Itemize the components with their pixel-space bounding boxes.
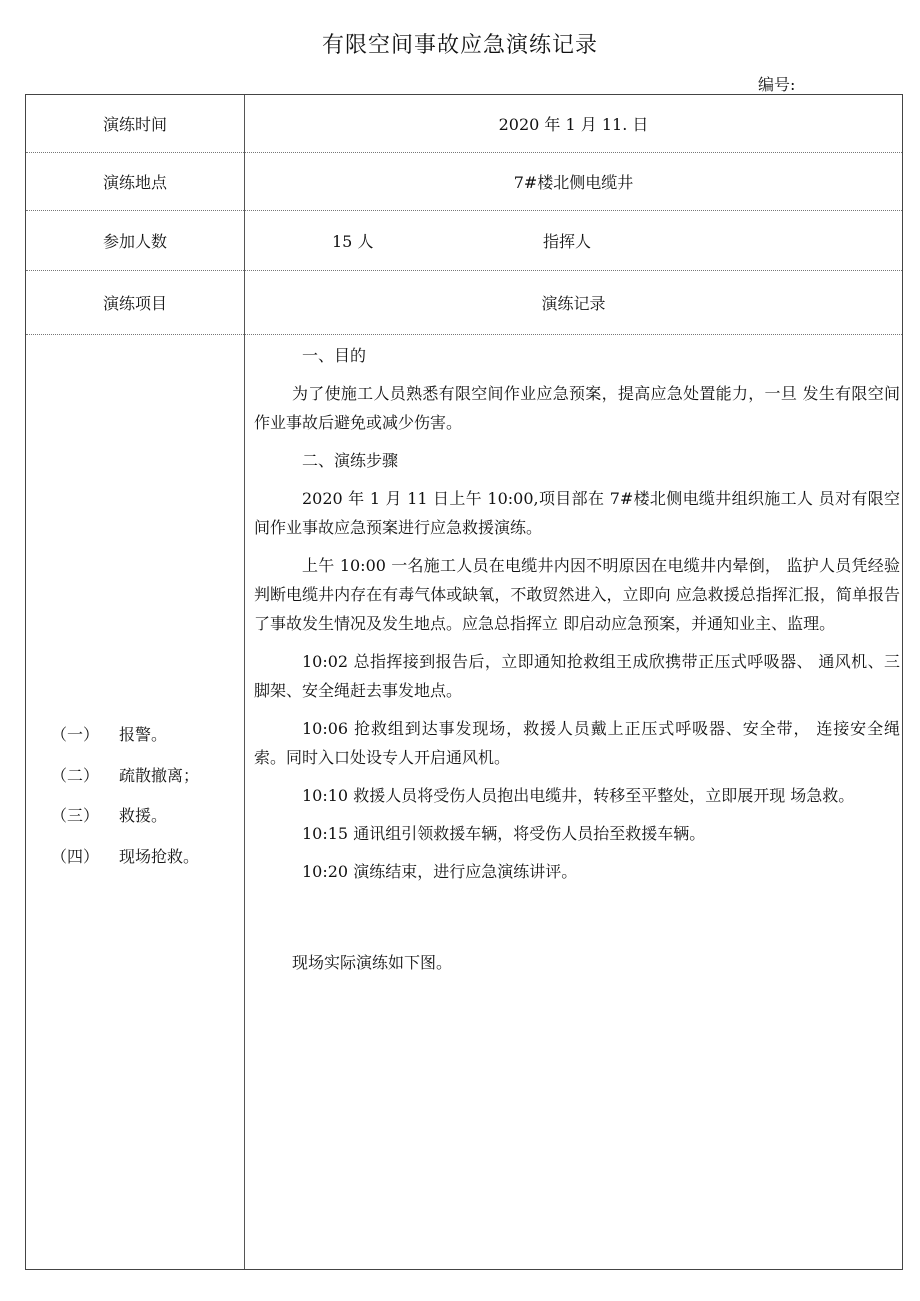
record-paragraph: 10:02 总指挥接到报告后，立即通知抢救组王成欣携带正压式呼吸器、 通风机、三脚架、安全绳赶去事发地点。 (254, 652, 900, 700)
row-divider (26, 334, 902, 335)
record-paragraph: 10:20 演练结束，进行应急演练讲评。 (302, 862, 578, 881)
drill-record-body (254, 341, 900, 977)
record-paragraph: 2020 年 1 月 11 日上午 10:00,项目部在 7#楼北侧电缆井组织施工人 员对有限空间作业事故应急预案进行应急救援演练。 (254, 489, 900, 537)
step-text: 救援。 (119, 806, 168, 825)
participants-label: 参加人数 (102, 232, 167, 251)
record-paragraph: 10:06 抢救组到达事发现场，救援人员戴上正压式呼吸器、安全带， 连接安全绳索。同时入口处设专人开启通风机。 (254, 719, 900, 767)
purpose-paragraph: 为了使施工人员熟悉有限空间作业应急预案，提高应急处置能力，一旦 发生有限空间作业事故后避免或减少伤害。 (254, 384, 900, 432)
step-text: 报警。 (119, 725, 168, 744)
drill-record-table (25, 94, 903, 1270)
step-number: （四） (51, 846, 100, 866)
participants-row (26, 211, 902, 270)
step-item (51, 796, 199, 837)
drill-time-value: 2020 年 1 月 11. 日 (498, 115, 649, 134)
drill-project-label: 演练项目 (102, 294, 167, 313)
record-paragraph: 10:10 救援人员将受伤人员抱出电缆井，转移至平整处，立即展开现 场急救。 (302, 786, 855, 805)
drill-project-value: 演练记录 (541, 294, 606, 313)
step-number: （三） (51, 806, 100, 825)
record-paragraph: 10:15 通讯组引领救援车辆，将受伤人员抬至救援车辆。 (302, 824, 706, 843)
section-heading-steps: 二、演练步骤 (302, 451, 399, 470)
step-number: （二） (51, 765, 100, 785)
drill-steps-list (51, 715, 199, 877)
participants-count: 15 人 (332, 232, 374, 251)
photo-note: 现场实际演练如下图。 (292, 953, 453, 972)
step-item (51, 837, 199, 878)
document-title: 有限空间事故应急演练记录 (321, 33, 598, 58)
step-item (51, 756, 199, 797)
drill-location-label: 演练地点 (102, 173, 167, 192)
section-heading-purpose: 一、目的 (302, 346, 367, 365)
commander-label: 指挥人 (543, 232, 592, 251)
step-text: 现场抢救。 (119, 846, 200, 866)
drill-location-value: 7#楼北侧电缆井 (513, 173, 634, 192)
record-paragraph: 上午 10:00 一名施工人员在电缆井内因不明原因在电缆井内晕倒， 监护人员凭经验判断电缆井内存在有毒气体或缺氧，不敢贸然进入，立即向 应急救援总指挥汇报，简单报告了事故发生情况及发生地点。应急总指挥立 即启动应急预案，并通知业主、监理。 (254, 556, 900, 633)
step-text: 疏散撤离； (119, 765, 200, 785)
step-number: （一） (51, 725, 100, 744)
drill-time-label: 演练时间 (102, 115, 167, 134)
serial-number-label: 编号: (758, 75, 796, 94)
step-item (51, 715, 199, 756)
